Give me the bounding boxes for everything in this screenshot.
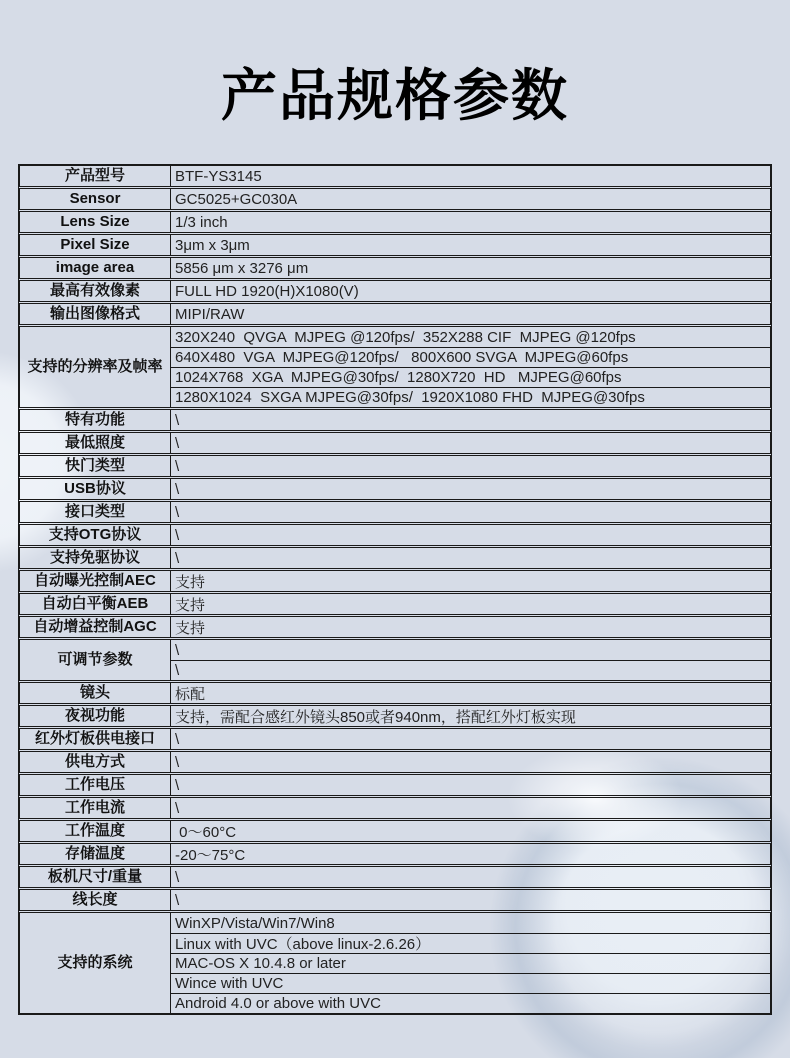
spec-label: 自动增益控制AGC	[20, 617, 171, 637]
table-row	[19, 409, 771, 431]
spec-label: 供电方式	[20, 752, 171, 772]
value-area	[171, 821, 770, 841]
table-row	[19, 797, 771, 819]
page-title: 产品规格参数	[221, 64, 569, 127]
spec-value: 1/3 inch	[175, 213, 228, 231]
spec-value: \	[175, 526, 180, 544]
spec-value: \	[175, 503, 180, 521]
value-area	[171, 867, 770, 887]
spec-label: Sensor	[20, 189, 171, 209]
spec-label: 支持的系统	[20, 913, 171, 1013]
table-row	[19, 524, 771, 546]
value-area	[171, 327, 770, 407]
value-area	[171, 410, 770, 430]
spec-label: 红外灯板供电接口	[20, 729, 171, 749]
table-row	[19, 682, 771, 704]
value-area	[171, 456, 770, 476]
table-row	[19, 705, 771, 727]
spec-label: 支持OTG协议	[20, 525, 171, 545]
table-row	[19, 455, 771, 477]
table-row	[19, 889, 771, 911]
spec-value: BTF-YS3145	[175, 167, 262, 185]
spec-value: 标配	[175, 685, 206, 703]
table-row	[19, 616, 771, 638]
table-row	[19, 257, 771, 279]
table-row	[19, 303, 771, 325]
table-row	[19, 547, 771, 569]
value-area	[171, 571, 770, 591]
value-area	[171, 617, 770, 637]
spec-label: 工作电流	[20, 798, 171, 818]
spec-value: \	[175, 753, 180, 771]
table-row	[19, 570, 771, 592]
spec-label: 线长度	[20, 890, 171, 910]
value-area	[171, 729, 770, 749]
spec-value: GC5025+GC030A	[175, 190, 298, 208]
value-area	[171, 304, 770, 324]
value-area	[171, 525, 770, 545]
spec-label: USB协议	[20, 479, 171, 499]
table-row	[19, 820, 771, 842]
spec-value: 支持	[175, 596, 206, 614]
spec-label: 支持免驱协议	[20, 548, 171, 568]
spec-label: 接口类型	[20, 502, 171, 522]
value-area	[171, 166, 770, 186]
spec-value: Android 4.0 or above with UVC	[171, 993, 770, 1013]
spec-table	[18, 164, 772, 1015]
value-area	[171, 548, 770, 568]
table-row	[19, 432, 771, 454]
spec-label: 工作电压	[20, 775, 171, 795]
spec-label: 可调节参数	[20, 640, 171, 680]
spec-value: \	[175, 549, 180, 567]
spec-value: 5856 μm x 3276 μm	[175, 259, 309, 277]
spec-label: 夜视功能	[20, 706, 171, 726]
spec-label: 产品型号	[20, 166, 171, 186]
spec-label: 支持的分辨率及帧率	[20, 327, 171, 407]
value-area	[171, 913, 770, 1013]
value-area	[171, 189, 770, 209]
spec-label: Pixel Size	[20, 235, 171, 255]
table-row	[19, 774, 771, 796]
spec-label: image area	[20, 258, 171, 278]
spec-value: 0～60°C	[175, 823, 237, 841]
value-area	[171, 281, 770, 301]
spec-label: 镜头	[20, 683, 171, 703]
spec-value: 3μm x 3μm	[175, 236, 250, 254]
table-row	[19, 866, 771, 888]
value-area	[171, 640, 770, 680]
spec-value: 支持	[175, 573, 206, 591]
value-area	[171, 890, 770, 910]
spec-label: 快门类型	[20, 456, 171, 476]
table-row	[19, 165, 771, 187]
spec-value: 640X480 VGA MJPEG@120fps/ 800X600 SVGA MJPEG@60fps	[171, 347, 770, 367]
spec-label: 自动白平衡AEB	[20, 594, 171, 614]
spec-label: 特有功能	[20, 410, 171, 430]
value-area	[171, 502, 770, 522]
table-row	[19, 188, 771, 210]
spec-label: 最低照度	[20, 433, 171, 453]
value-area	[171, 844, 770, 864]
table-row	[19, 751, 771, 773]
spec-label: 板机尺寸/重量	[20, 867, 171, 887]
spec-label: 工作温度	[20, 821, 171, 841]
value-area	[171, 775, 770, 795]
spec-value: \	[175, 457, 180, 475]
spec-value: 320X240 QVGA MJPEG @120fps/ 352X288 CIF MJPEG @120fps	[175, 328, 636, 346]
table-row	[19, 280, 771, 302]
value-area	[171, 706, 770, 726]
value-area	[171, 235, 770, 255]
spec-value: Linux with UVC（above linux-2.6.26）	[171, 933, 770, 953]
spec-label: Lens Size	[20, 212, 171, 232]
value-area	[171, 798, 770, 818]
table-row	[19, 593, 771, 615]
spec-value: \	[175, 480, 180, 498]
spec-value: \	[175, 891, 180, 909]
spec-label: 输出图像格式	[20, 304, 171, 324]
table-row	[19, 912, 771, 1014]
spec-value: 1024X768 XGA MJPEG@30fps/ 1280X720 HD MJPEG@60fps	[171, 367, 770, 387]
spec-value: MIPI/RAW	[175, 305, 245, 323]
spec-value: 支持	[175, 619, 206, 637]
value-area	[171, 212, 770, 232]
value-area	[171, 258, 770, 278]
spec-value: FULL HD 1920(H)X1080(V)	[175, 282, 359, 300]
table-row	[19, 728, 771, 750]
spec-value: \	[175, 799, 180, 817]
spec-value: WinXP/Vista/Win7/Win8	[175, 914, 335, 932]
table-row	[19, 843, 771, 865]
spec-value: 支持，需配合感红外镜头850或者940nm，搭配红外灯板实现	[175, 708, 576, 726]
spec-value: \	[175, 868, 180, 886]
spec-value: \	[175, 776, 180, 794]
spec-value: \	[175, 434, 180, 452]
spec-value: MAC-OS X 10.4.8 or later	[171, 953, 770, 973]
spec-label: 存储温度	[20, 844, 171, 864]
table-row	[19, 326, 771, 408]
spec-value: \	[175, 730, 180, 748]
spec-value: 1280X1024 SXGA MJPEG@30fps/ 1920X1080 FHD MJPEG@30fps	[171, 387, 770, 407]
table-row	[19, 211, 771, 233]
spec-value: Wince with UVC	[171, 973, 770, 993]
spec-value: \	[171, 660, 770, 680]
value-area	[171, 433, 770, 453]
value-area	[171, 683, 770, 703]
spec-value: \	[175, 411, 180, 429]
table-row	[19, 478, 771, 500]
spec-label: 最高有效像素	[20, 281, 171, 301]
spec-label: 自动曝光控制AEC	[20, 571, 171, 591]
table-row	[19, 501, 771, 523]
value-area	[171, 594, 770, 614]
value-area	[171, 752, 770, 772]
value-area	[171, 479, 770, 499]
table-row	[19, 639, 771, 681]
spec-value: -20～75°C	[175, 846, 246, 864]
table-row	[19, 234, 771, 256]
spec-value: \	[175, 641, 180, 659]
